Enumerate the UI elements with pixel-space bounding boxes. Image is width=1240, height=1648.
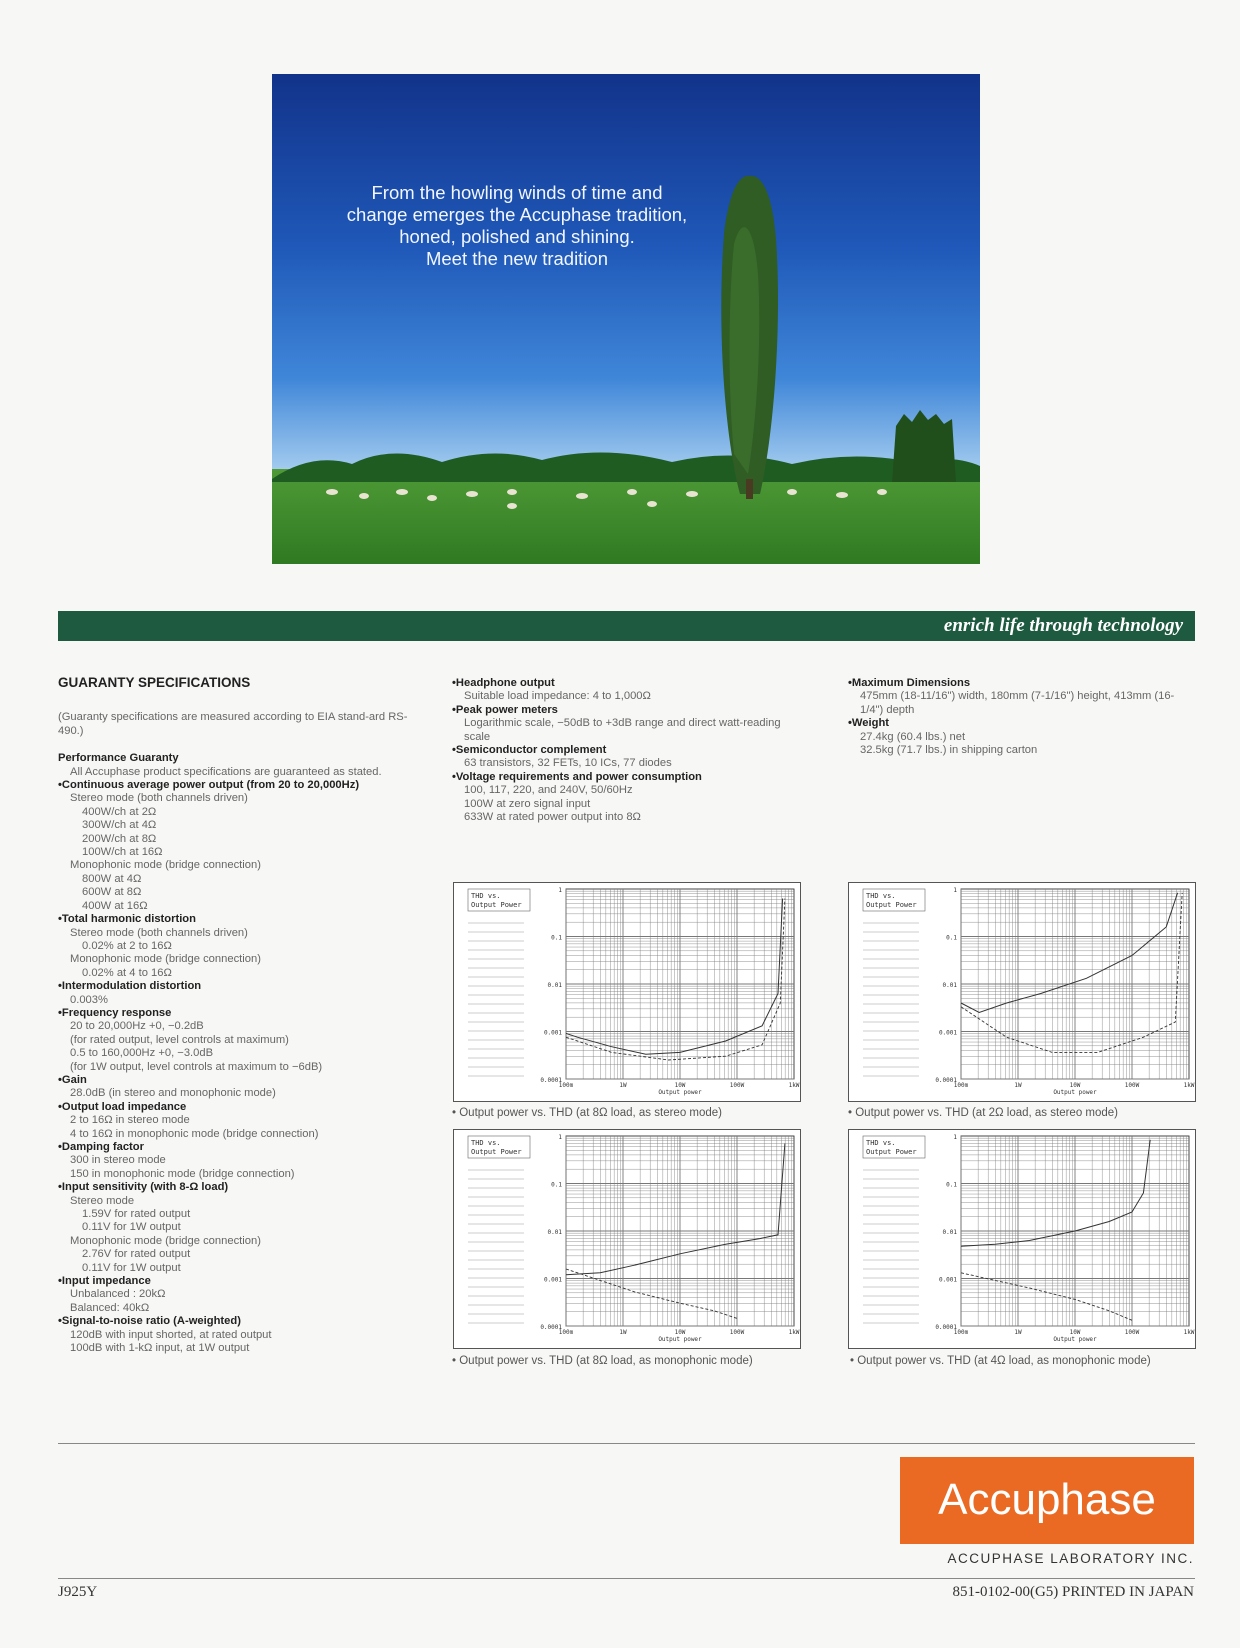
thd-chart-stereo-2ohm xyxy=(848,882,1196,1102)
spec-line: (for 1W output, level controls at maximum to −6dB) xyxy=(70,1060,323,1073)
panel-title-line: Output Power xyxy=(866,1148,917,1156)
spec-line: 2.76V for rated output xyxy=(82,1248,191,1261)
spec-line: 475mm (18-11/16") width, 180mm (7-1/16") height, 413mm (16-1/4") depth xyxy=(860,690,1175,716)
spec-line: 2 to 16Ω in stereo mode xyxy=(70,1114,190,1127)
x-tick-label: 100W xyxy=(729,1329,745,1336)
thd-curve-secondary xyxy=(566,899,785,1061)
panel-title-line: THD vs. xyxy=(866,892,896,900)
y-tick-label: 0.01 xyxy=(547,982,562,989)
x-tick-label: 100m xyxy=(558,1082,574,1089)
y-tick-label: 1 xyxy=(953,887,957,894)
volt-heading: • Voltage requirements and power consumption xyxy=(452,771,807,784)
y-tick-label: 0.0001 xyxy=(935,1077,957,1084)
thd-plot xyxy=(454,1130,800,1348)
specs-title: GUARANTY SPECIFICATIONS xyxy=(58,675,251,690)
spec-line: 0.11V for 1W output xyxy=(82,1261,181,1274)
spec-line: 150 in monophonic mode (bridge connection) xyxy=(70,1167,295,1180)
spec-line: 4 to 16Ω in monophonic mode (bridge connection) xyxy=(70,1127,319,1140)
spec-line: 400W/ch at 2Ω xyxy=(82,805,157,818)
spec-line: 100W/ch at 16Ω xyxy=(82,846,163,859)
spec-line: 20 to 20,000Hz +0, −0.2dB xyxy=(70,1020,204,1033)
y-tick-label: 0.01 xyxy=(547,1229,562,1236)
footer-code: J925Y xyxy=(58,1584,98,1600)
spec-line: 200W/ch at 8Ω xyxy=(82,832,157,845)
thd-chart-mono-4ohm xyxy=(848,1129,1196,1349)
panel-title-line: THD vs. xyxy=(471,892,501,900)
x-tick-label: 1kW xyxy=(1183,1329,1195,1336)
spec-line: 300 in stereo mode xyxy=(70,1154,166,1167)
sens-heading: • Input sensitivity (with 8-Ω load) xyxy=(58,1181,408,1194)
spec-line: Stereo mode xyxy=(70,1194,135,1207)
panel-title-line: Output Power xyxy=(471,901,522,909)
snr-heading: • Signal-to-noise ratio (A-weighted) xyxy=(58,1315,408,1328)
thd-curve-secondary xyxy=(566,1269,737,1318)
spec-line: 27.4kg (60.4 lbs.) net xyxy=(860,730,966,743)
y-tick-label: 0.001 xyxy=(543,1276,562,1284)
y-tick-label: 1 xyxy=(953,1134,957,1141)
thd-chart-mono-8ohm xyxy=(453,1129,801,1349)
y-tick-label: 0.1 xyxy=(551,1181,562,1189)
performance-text: All Accuphase product specifications are guaranteed as stated. xyxy=(70,765,382,778)
panel-title-line: Output Power xyxy=(471,1148,522,1156)
spec-line: 120dB with input shorted, at rated output xyxy=(70,1328,272,1341)
x-tick-label: 100W xyxy=(1124,1329,1140,1336)
panel-title-line: THD vs. xyxy=(471,1139,501,1147)
x-tick-label: 10W xyxy=(674,1082,686,1089)
x-axis-label: Output power xyxy=(658,1089,702,1096)
spec-line: Stereo mode (both channels driven) xyxy=(70,926,248,939)
thd-curve-main xyxy=(961,1140,1150,1246)
spec-line: 100W at zero signal input xyxy=(464,797,591,810)
freq-heading: • Frequency response xyxy=(58,1007,408,1020)
y-tick-label: 0.01 xyxy=(942,1229,957,1236)
meter-heading: • Peak power meters xyxy=(452,704,807,717)
specs-column-3 xyxy=(848,677,1193,757)
hero-line: From the howling winds of time and xyxy=(371,182,663,203)
spec-line: 1.59V for rated output xyxy=(82,1208,191,1221)
thd-curve-secondary xyxy=(961,1273,1132,1321)
y-tick-label: 0.1 xyxy=(551,934,562,942)
spec-line: Balanced: 40kΩ xyxy=(70,1301,150,1314)
x-tick-label: 1W xyxy=(619,1082,627,1089)
spec-line: 400W at 16Ω xyxy=(82,899,148,912)
damp-heading: • Damping factor xyxy=(58,1141,408,1154)
spec-line: Logarithmic scale, −50dB to +3dB range and direct watt-reading scale xyxy=(464,717,781,743)
performance-heading: Performance Guaranty xyxy=(58,752,179,765)
hero-tagline xyxy=(302,182,732,270)
spec-line: 28.0dB (in stereo and monophonic mode) xyxy=(70,1087,276,1100)
x-tick-label: 1kW xyxy=(1183,1082,1195,1089)
x-tick-label: 100m xyxy=(953,1329,969,1336)
y-tick-label: 0.0001 xyxy=(540,1324,562,1331)
x-tick-label: 100W xyxy=(729,1082,745,1089)
panel-title-line: Output Power xyxy=(866,901,917,909)
y-tick-label: 0.1 xyxy=(946,934,957,942)
divider xyxy=(58,1443,1195,1444)
x-tick-label: 1kW xyxy=(788,1082,800,1089)
x-tick-label: 10W xyxy=(674,1329,686,1336)
specs-column-1 xyxy=(58,676,408,1356)
spec-line: Unbalanced : 20kΩ xyxy=(70,1288,166,1301)
imd-heading: • Intermodulation distortion xyxy=(58,980,408,993)
panel-title-line: THD vs. xyxy=(866,1139,896,1147)
thd-plot xyxy=(454,883,800,1101)
thd-curve-main xyxy=(566,1144,785,1275)
spec-line: 0.02% at 4 to 16Ω xyxy=(82,966,172,979)
y-tick-label: 0.1 xyxy=(946,1181,957,1189)
spec-line: 63 transistors, 32 FETs, 10 ICs, 77 diodes xyxy=(464,757,672,770)
specs-column-2 xyxy=(452,677,807,824)
x-tick-label: 1W xyxy=(1014,1329,1022,1336)
thd-plot xyxy=(849,883,1195,1101)
y-tick-label: 1 xyxy=(558,887,562,894)
accuphase-logo xyxy=(900,1457,1194,1544)
logo-brand: Accuphase xyxy=(938,1475,1156,1524)
spec-line: 100dB with 1-kΩ input, at 1W output xyxy=(70,1342,250,1355)
spec-line: 600W at 8Ω xyxy=(82,886,142,899)
specs-note: (Guaranty specifications are measured according to EIA stand-ard RS-490.) xyxy=(58,711,408,737)
footer-print-info: 851-0102-00(G5) PRINTED IN JAPAN xyxy=(952,1584,1194,1600)
x-tick-label: 1W xyxy=(619,1329,627,1336)
weight-heading: • Weight xyxy=(848,717,1193,730)
chart-caption-text: Output power vs. THD (at 2Ω load, as stereo mode) xyxy=(855,1107,1119,1119)
spec-line: Monophonic mode (bridge connection) xyxy=(70,1234,261,1247)
x-tick-label: 100m xyxy=(558,1329,574,1336)
spec-line: 0.02% at 2 to 16Ω xyxy=(82,939,172,952)
hero-line: Meet the new tradition xyxy=(425,248,609,269)
slogan-band xyxy=(58,611,1195,641)
spec-line: Monophonic mode (bridge connection) xyxy=(70,859,261,872)
spec-line: (for rated output, level controls at maximum) xyxy=(70,1033,289,1046)
spec-line: 32.5kg (71.7 lbs.) in shipping carton xyxy=(860,744,1038,757)
load-heading: • Output load impedance xyxy=(58,1101,408,1114)
hero-line: change emerges the Accuphase tradition, xyxy=(346,204,688,225)
spec-line: 300W/ch at 4Ω xyxy=(82,819,157,832)
semi-heading: • Semiconductor complement xyxy=(452,744,807,757)
x-tick-label: 100m xyxy=(953,1082,969,1089)
spec-line: 0.11V for 1W output xyxy=(82,1221,181,1234)
chart-caption: • Output power vs. THD (at 8Ω load, as stereo mode) xyxy=(452,1107,723,1119)
y-tick-label: 0.001 xyxy=(938,1029,957,1037)
spec-line: Stereo mode (both channels driven) xyxy=(70,792,248,805)
chart-caption: • Output power vs. THD (at 8Ω load, as monophonic mode) xyxy=(452,1355,753,1367)
spec-line: 633W at rated power output into 8Ω xyxy=(464,811,641,824)
y-tick-label: 0.001 xyxy=(543,1029,562,1037)
x-axis-label: Output power xyxy=(658,1336,702,1343)
hero-photo xyxy=(272,74,980,564)
spec-line: 0.5 to 160,000Hz +0, −3.0dB xyxy=(70,1047,214,1060)
hero-line: honed, polished and shining. xyxy=(399,226,635,247)
y-tick-label: 0.0001 xyxy=(935,1324,957,1331)
landscape-illustration xyxy=(272,74,980,564)
divider xyxy=(58,1578,1195,1579)
y-tick-label: 0.001 xyxy=(938,1276,957,1284)
x-axis-label: Output power xyxy=(1053,1089,1097,1096)
thd-plot xyxy=(849,1130,1195,1348)
hp-heading: • Headphone output xyxy=(452,677,807,690)
spec-line: Suitable load impedance: 4 to 1,000Ω xyxy=(464,690,651,703)
dim-heading: • Maximum Dimensions xyxy=(848,677,1193,690)
y-tick-label: 0.0001 xyxy=(540,1077,562,1084)
spec-line: Monophonic mode (bridge connection) xyxy=(70,953,261,966)
spec-line: 0.003% xyxy=(70,993,108,1006)
y-tick-label: 1 xyxy=(558,1134,562,1141)
chart-caption-text: Output power vs. THD (at 8Ω load, as stereo mode) xyxy=(459,1107,723,1119)
gain-heading: • Gain xyxy=(58,1074,408,1087)
y-tick-label: 0.01 xyxy=(942,982,957,989)
imp-heading: • Input impedance xyxy=(58,1275,408,1288)
x-tick-label: 10W xyxy=(1069,1082,1081,1089)
company-name: ACCUPHASE LABORATORY INC. xyxy=(947,1551,1194,1566)
x-tick-label: 1W xyxy=(1014,1082,1022,1089)
chart-caption: • Output power vs. THD (at 2Ω load, as stereo mode) xyxy=(848,1107,1119,1119)
spec-line: 800W at 4Ω xyxy=(82,872,142,885)
x-tick-label: 10W xyxy=(1069,1329,1081,1336)
thd-chart-stereo-8ohm xyxy=(453,882,801,1102)
x-tick-label: 1kW xyxy=(788,1329,800,1336)
spec-line: 100, 117, 220, and 240V, 50/60Hz xyxy=(464,784,633,797)
chart-caption: • Output power vs. THD (at 4Ω load, as monophonic mode) xyxy=(850,1355,1151,1367)
thd-heading: • Total harmonic distortion xyxy=(58,913,408,926)
slogan: enrich life through technology xyxy=(943,615,1183,636)
chart-caption-text: Output power vs. THD (at 8Ω load, as monophonic mode) xyxy=(459,1355,753,1367)
x-axis-label: Output power xyxy=(1053,1336,1097,1343)
x-tick-label: 100W xyxy=(1124,1082,1140,1089)
chart-caption-text: Output power vs. THD (at 4Ω load, as monophonic mode) xyxy=(857,1355,1151,1367)
cont-power-heading: • Continuous average power output (from 20 to 20,000Hz) xyxy=(58,779,408,792)
